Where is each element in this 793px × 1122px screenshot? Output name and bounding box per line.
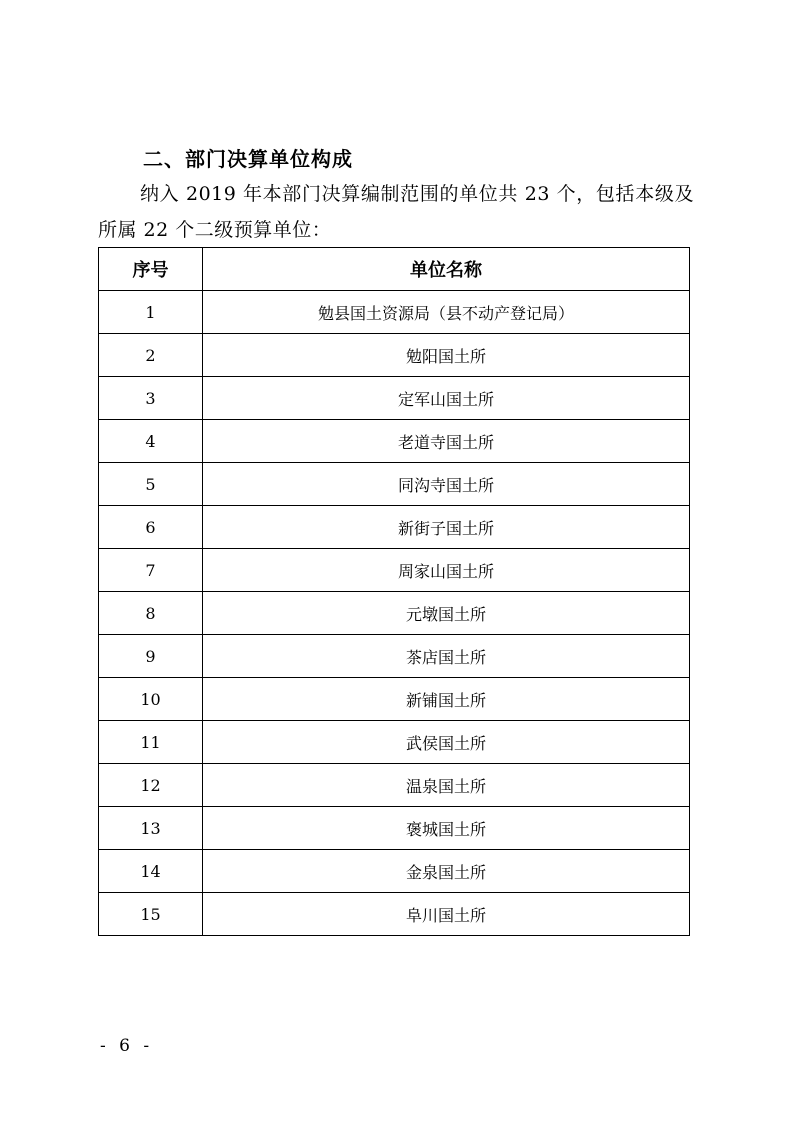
table-row — [99, 721, 690, 764]
row-unit-name: 褒城国土所 — [203, 807, 690, 850]
table-row — [99, 291, 690, 334]
row-seq: 8 — [99, 592, 203, 635]
table-header-row — [99, 248, 690, 291]
row-seq: 7 — [99, 549, 203, 592]
row-seq: 14 — [99, 850, 203, 893]
row-seq: 9 — [99, 635, 203, 678]
units-table — [98, 247, 690, 936]
row-unit-name: 同沟寺国土所 — [203, 463, 690, 506]
table-row — [99, 807, 690, 850]
row-unit-name: 老道寺国土所 — [203, 420, 690, 463]
row-seq: 11 — [99, 721, 203, 764]
row-seq: 5 — [99, 463, 203, 506]
row-unit-name: 温泉国土所 — [203, 764, 690, 807]
table-row — [99, 463, 690, 506]
table-row — [99, 850, 690, 893]
row-unit-name: 新铺国土所 — [203, 678, 690, 721]
table-row — [99, 678, 690, 721]
row-unit-name: 新街子国土所 — [203, 506, 690, 549]
table-row — [99, 592, 690, 635]
intro-paragraph: 纳入 2019 年本部门决算编制范围的单位共 23 个，包括本级及所属 22 个二级预算单位： — [98, 183, 694, 241]
header-unit-name: 单位名称 — [203, 248, 690, 291]
row-unit-name: 勉阳国土所 — [203, 334, 690, 377]
section-heading: 二、部门决算单位构成 — [143, 147, 353, 171]
table-row — [99, 549, 690, 592]
row-unit-name: 武侯国土所 — [203, 721, 690, 764]
header-seq: 序号 — [99, 248, 203, 291]
row-seq: 15 — [99, 893, 203, 936]
row-seq: 6 — [99, 506, 203, 549]
table-row — [99, 334, 690, 377]
row-seq: 2 — [99, 334, 203, 377]
page-number: - 6 - — [100, 1036, 154, 1056]
row-unit-name: 勉县国土资源局（县不动产登记局） — [203, 291, 690, 334]
table-row — [99, 764, 690, 807]
row-unit-name: 茶店国土所 — [203, 635, 690, 678]
row-unit-name: 金泉国土所 — [203, 850, 690, 893]
row-unit-name: 元墩国土所 — [203, 592, 690, 635]
row-unit-name: 周家山国土所 — [203, 549, 690, 592]
row-seq: 3 — [99, 377, 203, 420]
table-row — [99, 420, 690, 463]
row-unit-name: 定军山国土所 — [203, 377, 690, 420]
table-row — [99, 377, 690, 420]
row-seq: 13 — [99, 807, 203, 850]
row-seq: 1 — [99, 291, 203, 334]
table-row — [99, 506, 690, 549]
table-row — [99, 893, 690, 936]
row-seq: 12 — [99, 764, 203, 807]
row-unit-name: 阜川国土所 — [203, 893, 690, 936]
row-seq: 10 — [99, 678, 203, 721]
row-seq: 4 — [99, 420, 203, 463]
table-row — [99, 635, 690, 678]
